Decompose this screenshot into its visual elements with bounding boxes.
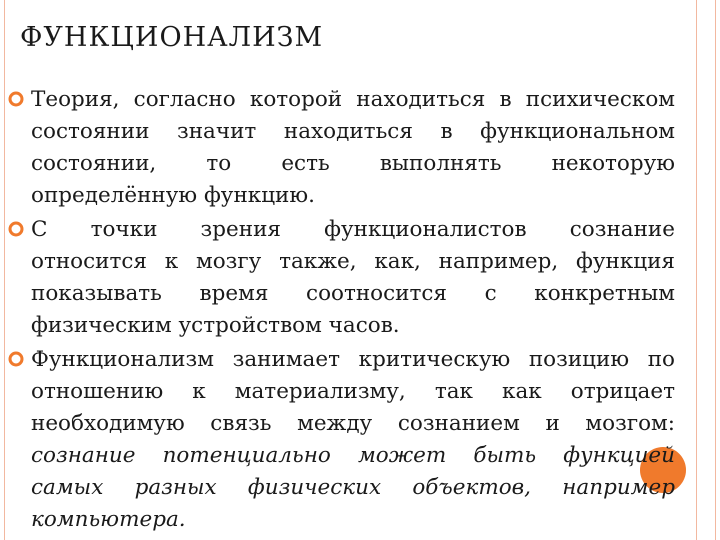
bullet-3-line-3: необходимую связь между сознанием и мозгом:: [31, 411, 675, 436]
bullet-1-line-4: определённую функцию.: [31, 183, 315, 208]
bullet-3-line-2: отношению к материализму, так как отрицает: [31, 379, 675, 404]
bullet-1-line-3: состоянии, то есть выполнять некоторую: [31, 151, 675, 176]
bullet-icon: [8, 351, 24, 367]
right-frame-band: [696, 0, 716, 540]
bullet-3-line-6: компьютера.: [31, 507, 186, 532]
slide-title: ФУНКЦИОНАЛИЗМ: [20, 22, 324, 53]
bullet-2-line-4: физическим устройством часов.: [31, 313, 400, 338]
bullet-3-line-4: сознание потенциально может быть функцией: [31, 443, 675, 468]
bullet-3-line-5: самых разных физических объектов, например: [31, 475, 675, 500]
left-frame-line: [4, 0, 5, 540]
bullet-3-line-1: Функционализм занимает критическую позицию по: [31, 347, 675, 372]
bullet-2-line-1: С точки зрения функционалистов сознание: [31, 217, 675, 242]
bullet-icon: [8, 221, 24, 237]
bullet-2-line-2: относится к мозгу также, как, например, функция: [31, 249, 675, 274]
bullet-1-line-1: Теория, согласно которой находиться в психическом: [31, 87, 675, 112]
bullet-2-line-3: показывать время соотносится с конкретным: [31, 281, 675, 306]
bullet-1-line-2: состоянии значит находиться в функциональном: [31, 119, 675, 144]
bullet-icon: [8, 91, 24, 107]
